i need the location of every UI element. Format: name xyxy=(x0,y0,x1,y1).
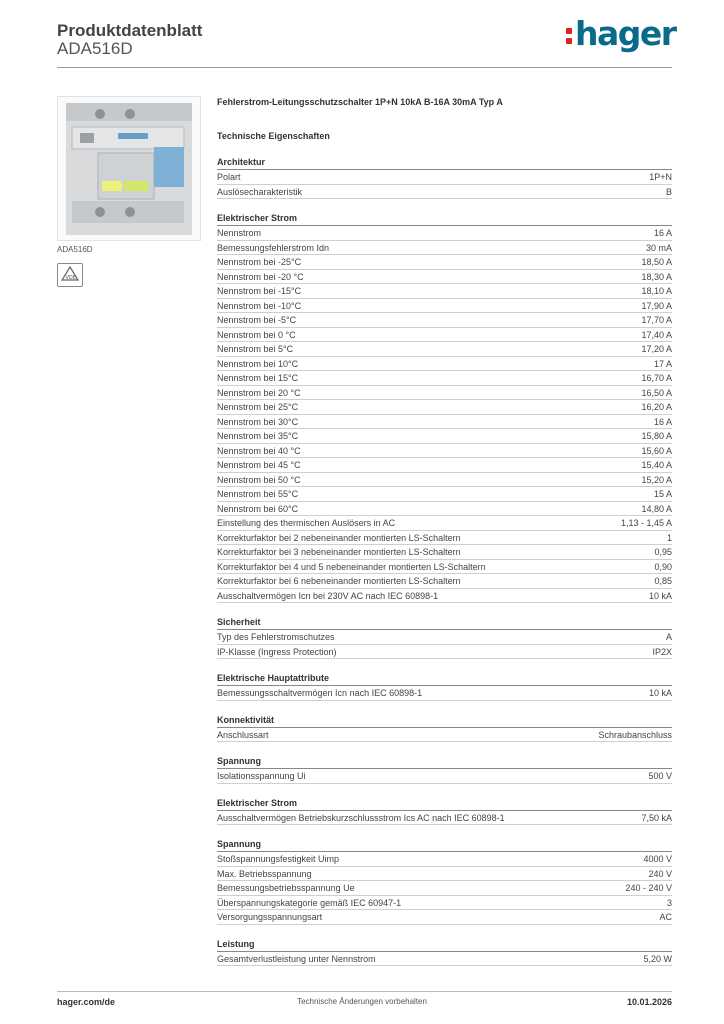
spec-label: Nennstrom bei -25°C xyxy=(217,257,302,267)
logo-dots-icon xyxy=(566,25,573,47)
spec-value: 17,20 A xyxy=(641,344,672,354)
spec-label: Bemessungsschaltvermögen Icn nach IEC 60898-1 xyxy=(217,688,423,698)
spec-row xyxy=(217,185,672,200)
spec-label: Auslösecharakteristik xyxy=(217,186,303,197)
spec-value: 1P+N xyxy=(649,172,672,182)
spec-label: Ausschaltvermögen Icn bei 230V AC nach IEC 60898-1 xyxy=(217,590,439,601)
spec-label: Versorgungsspannungsart xyxy=(217,912,323,922)
svg-text:VDE: VDE xyxy=(65,275,76,281)
spec-row xyxy=(217,881,672,896)
spec-value: AC xyxy=(659,912,672,922)
spec-value: 1 xyxy=(666,532,672,543)
spec-label: Ausschaltvermögen Betriebskurzschlussstrom Ics AC nach IEC 60898-1 xyxy=(217,812,505,823)
spec-value: 15,20 A xyxy=(641,474,672,485)
spec-value: 0,85 xyxy=(654,576,672,586)
spec-row xyxy=(217,769,672,784)
spec-row xyxy=(217,728,672,743)
group-title: Architektur xyxy=(217,155,672,170)
spec-value: 18,10 A xyxy=(641,286,672,296)
footer-website[interactable]: hager.com/de xyxy=(57,997,116,1007)
spec-value: 16 A xyxy=(653,228,672,238)
spec-label: Nennstrom bei 30°C xyxy=(217,416,299,427)
spec-value: IP2X xyxy=(652,646,672,657)
spec-row xyxy=(217,686,672,701)
spec-row xyxy=(217,630,672,645)
spec-row xyxy=(217,896,672,911)
spec-value: 5,20 W xyxy=(643,953,672,964)
spec-label: Anschlussart xyxy=(217,729,269,740)
spec-value: 240 V xyxy=(648,868,672,879)
spec-label: Bemessungsfehlerstrom Idn xyxy=(217,242,330,253)
spec-value: A xyxy=(665,632,672,642)
spec-value: 17,90 A xyxy=(641,300,672,311)
spec-value: Schraubanschluss xyxy=(598,729,672,740)
spec-value: 7,50 kA xyxy=(641,812,672,823)
spec-label: Max. Betriebsspannung xyxy=(217,868,312,879)
spec-value: 15,60 A xyxy=(641,445,672,456)
spec-row xyxy=(217,502,672,517)
spec-row xyxy=(217,342,672,357)
spec-row xyxy=(217,429,672,444)
hager-logo xyxy=(566,14,676,53)
spec-row xyxy=(217,589,672,604)
circuit-breaker-icon xyxy=(58,97,200,240)
header-divider xyxy=(57,67,672,68)
spec-value: 14,80 A xyxy=(641,503,672,514)
spec-row xyxy=(217,255,672,270)
spec-row xyxy=(217,400,672,415)
spec-value: 0,95 xyxy=(654,547,672,557)
spec-label: Nennstrom bei 35°C xyxy=(217,431,299,441)
spec-value: 16,50 A xyxy=(641,387,672,398)
spec-row xyxy=(217,487,672,502)
spec-label: Nennstrom bei 45 °C xyxy=(217,460,301,470)
spec-label: Nennstrom bei 0 °C xyxy=(217,329,296,340)
spec-row xyxy=(217,328,672,343)
spec-label: Nennstrom bei 10°C xyxy=(217,358,299,369)
footer-date: 10.01.2026 xyxy=(626,997,672,1007)
spec-value: 3 xyxy=(666,897,672,908)
spec-label: Nennstrom bei -20 °C xyxy=(217,271,304,282)
footer-divider xyxy=(57,991,672,992)
spec-label: Nennstrom xyxy=(217,228,262,238)
spec-row xyxy=(217,811,672,826)
spec-value: 17 A xyxy=(653,358,672,369)
spec-row xyxy=(217,645,672,660)
spec-row xyxy=(217,444,672,459)
spec-row xyxy=(217,910,672,925)
certification-icon xyxy=(57,263,83,287)
group-title: Leistung xyxy=(217,937,672,952)
spec-label: Bemessungsbetriebsspannung Ue xyxy=(217,883,355,893)
spec-label: Korrekturfaktor bei 2 nebeneinander montierten LS-Schaltern xyxy=(217,532,461,543)
spec-label: Nennstrom bei 40 °C xyxy=(217,445,301,456)
spec-value: 10 kA xyxy=(648,688,672,698)
spec-label: Polart xyxy=(217,172,241,182)
spec-row xyxy=(217,473,672,488)
spec-label: Einstellung des thermischen Auslösers in AC xyxy=(217,518,396,528)
spec-value: 15,80 A xyxy=(641,431,672,441)
spec-row xyxy=(217,299,672,314)
tech-heading: Technische Eigenschaften xyxy=(217,131,330,141)
spec-row xyxy=(217,313,672,328)
spec-row xyxy=(217,284,672,299)
spec-value: 17,40 A xyxy=(641,329,672,340)
spec-row xyxy=(217,371,672,386)
spec-label: Nennstrom bei 25°C xyxy=(217,402,299,412)
spec-groups xyxy=(217,155,672,966)
spec-row xyxy=(217,386,672,401)
spec-row xyxy=(217,852,672,867)
spec-label: Nennstrom bei 5°C xyxy=(217,344,294,354)
spec-label: Nennstrom bei 15°C xyxy=(217,373,299,383)
spec-label: Stoßspannungsfestigkeit Uimp xyxy=(217,854,340,864)
group-title: Elektrische Hauptattribute xyxy=(217,671,672,686)
spec-label: Nennstrom bei 20 °C xyxy=(217,387,301,398)
spec-value: 10 kA xyxy=(648,590,672,601)
logo-text: hager xyxy=(575,14,676,53)
spec-label: Überspannungskategorie gemäß IEC 60947-1 xyxy=(217,897,402,908)
product-description: Fehlerstrom-Leitungsschutzschalter 1P+N 10kA B-16A 30mA Typ A xyxy=(217,97,503,107)
spec-value: 16,20 A xyxy=(641,402,672,412)
spec-row xyxy=(217,170,672,185)
spec-label: Gesamtverlustleistung unter Nennstrom xyxy=(217,953,376,964)
image-caption: ADA516D xyxy=(57,245,93,254)
product-image xyxy=(57,96,201,241)
spec-row xyxy=(217,241,672,256)
spec-label: IP-Klasse (Ingress Protection) xyxy=(217,646,337,657)
spec-label: Korrekturfaktor bei 3 nebeneinander montierten LS-Schaltern xyxy=(217,547,461,557)
document-title: Produktdatenblatt xyxy=(57,21,203,40)
spec-label: Typ des Fehlerstromschutzes xyxy=(217,632,335,642)
spec-value: 15,40 A xyxy=(641,460,672,470)
spec-value: 0,90 xyxy=(654,561,672,572)
group-title: Spannung xyxy=(217,754,672,769)
spec-row xyxy=(217,574,672,589)
spec-row xyxy=(217,545,672,560)
spec-row xyxy=(217,560,672,575)
spec-value: 15 A xyxy=(653,489,672,499)
spec-value: B xyxy=(665,186,672,197)
group-title: Elektrischer Strom xyxy=(217,796,672,811)
spec-label: Nennstrom bei -15°C xyxy=(217,286,302,296)
spec-label: Korrekturfaktor bei 4 und 5 nebeneinander montierten LS-Schaltern xyxy=(217,561,486,572)
spec-row xyxy=(217,226,672,241)
product-code: ADA516D xyxy=(57,39,133,58)
group-title: Konnektivität xyxy=(217,713,672,728)
spec-row xyxy=(217,357,672,372)
spec-value: 18,50 A xyxy=(641,257,672,267)
spec-value: 16,70 A xyxy=(641,373,672,383)
spec-label: Isolationsspannung Ui xyxy=(217,771,306,781)
spec-value: 240 - 240 V xyxy=(625,883,672,893)
spec-label: Korrekturfaktor bei 6 nebeneinander montierten LS-Schaltern xyxy=(217,576,461,586)
spec-label: Nennstrom bei 50 °C xyxy=(217,474,301,485)
spec-value: 30 mA xyxy=(645,242,672,253)
spec-content xyxy=(217,95,672,966)
group-title: Spannung xyxy=(217,837,672,852)
spec-value: 18,30 A xyxy=(641,271,672,282)
spec-row xyxy=(217,415,672,430)
spec-label: Nennstrom bei -10°C xyxy=(217,300,302,311)
spec-value: 1,13 - 1,45 A xyxy=(620,518,672,528)
spec-row xyxy=(217,952,672,967)
spec-row xyxy=(217,458,672,473)
footer-notice: Technische Änderungen vorbehalten xyxy=(297,997,427,1006)
spec-label: Nennstrom bei 55°C xyxy=(217,489,299,499)
spec-row xyxy=(217,531,672,546)
group-title: Sicherheit xyxy=(217,615,672,630)
spec-value: 17,70 A xyxy=(641,315,672,325)
group-title: Elektrischer Strom xyxy=(217,211,672,226)
spec-label: Nennstrom bei 60°C xyxy=(217,503,299,514)
spec-value: 4000 V xyxy=(643,854,672,864)
spec-value: 500 V xyxy=(648,771,672,781)
spec-row xyxy=(217,516,672,531)
spec-value: 16 A xyxy=(653,416,672,427)
spec-label: Nennstrom bei -5°C xyxy=(217,315,297,325)
spec-row xyxy=(217,867,672,882)
spec-row xyxy=(217,270,672,285)
